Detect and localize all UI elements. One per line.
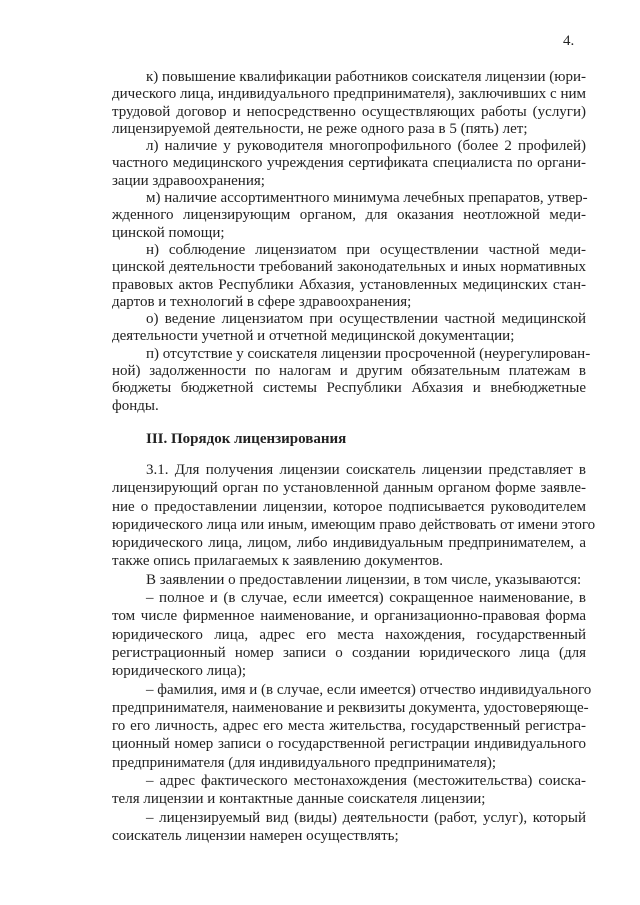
paragraph [112, 69, 586, 138]
paragraph [112, 345, 591, 415]
text-line: лицензируемой деятельности, не реже одного раза в 5 (пять) лет; [112, 120, 528, 137]
text-line: ной) задолженности по налогам и другим обязательным платежам в [112, 363, 586, 380]
text-line: частного медицинского учреждения сертификата специалиста по органи- [112, 155, 586, 172]
text-line: теля лицензии и контактные данные соискателя лицензии; [112, 791, 486, 808]
text-line: п) отсутствие у соискателя лицензии просроченной (неурегулирован- [146, 345, 591, 362]
page-number: 4. [563, 33, 575, 49]
text-line: правовых актов Республики Абхазия, установленных медицинских стан- [112, 276, 586, 293]
text-line: предпринимателя (для индивидуального предпринимателя); [112, 754, 497, 771]
text-line: юридического лица или иным, имеющим право действовать от имени этого [112, 516, 596, 533]
text-line: л) наличие у руководителя многопрофильного (более 2 профилей) [146, 138, 586, 155]
paragraph [112, 681, 592, 772]
text-line: дического лица, индивидуального предпринимателя), заключивших с ним [112, 86, 586, 103]
text-line: ционный номер записи о государственной регистрации индивидуального [112, 736, 586, 753]
text-line: том числе фирменное наименование, и организационно-правовая форма [112, 608, 586, 625]
text-line: – фамилия, имя и (в случае, если имеется) отчество индивидуального [146, 681, 592, 698]
text-line: юридического лица, лицом, либо индивидуальным предпринимателем, а [112, 535, 586, 552]
text-line: В заявлении о предоставлении лицензии, в том числе, указываются: [146, 571, 582, 588]
text-line: цинской помощи; [112, 224, 225, 241]
text-line: деятельности учетной и отчетной медицинской документации; [112, 328, 515, 345]
text-line: лицензирующий орган по установленной данным органом форме заявле- [112, 480, 586, 497]
text-line: – лицензируемый вид (виды) деятельности (работ, услуг), который [146, 809, 586, 826]
text-line: – адрес фактического местонахождения (местожительства) соиска- [146, 773, 586, 790]
paragraph [112, 461, 596, 571]
text-line: юридического лица); [112, 663, 247, 680]
text-line: юридического лица, адрес его места нахождения, государственный [112, 626, 586, 643]
text-line: го его личность, адрес его места жительства, государственный регистра- [112, 718, 586, 735]
text-line: к) повышение квалификации работников соискателя лицензии (юри- [146, 69, 586, 85]
body-text-top [112, 69, 591, 415]
text-line: зации здравоохранения; [112, 172, 265, 189]
paragraph [112, 772, 586, 809]
text-line: ние о предоставлении лицензии, которое подписывается руководителем [112, 498, 586, 515]
text-line: трудовой договор и непосредственно осуществляющих работы (услуги) [112, 103, 586, 120]
text-line: фонды. [112, 397, 159, 414]
text-line: цинской деятельности требований законодательных и иных нормативных [112, 259, 586, 276]
text-line: – полное и (в случае, если имеется) сокращенное наименование, в [146, 590, 586, 607]
paragraph [112, 809, 586, 846]
paragraph [112, 589, 586, 680]
paragraph [112, 311, 586, 346]
text-line: н) соблюдение лицензиатом при осуществлении частной меди- [146, 241, 586, 258]
text-line: также опись прилагаемых к заявлению документов. [112, 553, 443, 570]
paragraph [112, 571, 586, 589]
text-line: соискатель лицензии намерен осуществлять; [112, 827, 399, 844]
text-line: бюджеты бюджетной системы Республики Абхазия и внебюджетные [112, 380, 586, 397]
paragraph [112, 138, 586, 190]
text-line: жденного лицензирующим органом, для оказания неотложной меди- [112, 207, 586, 224]
body-text-bottom [112, 461, 596, 845]
text-line: предпринимателя, наименование и реквизиты документа, удостоверяюще- [112, 699, 589, 716]
text-line: дартов и технологий в сфере здравоохранения; [112, 293, 412, 310]
paragraph [112, 242, 586, 311]
text-line: о) ведение лицензиатом при осуществлении частной медицинской [146, 311, 586, 328]
text-line: 3.1. Для получения лицензии соискатель лицензии представляет в [146, 462, 586, 478]
paragraph [112, 190, 586, 242]
text-line: м) наличие ассортиментного минимума лечебных препаратов, утвер- [146, 190, 588, 207]
text-line: регистрационный номер записи о создании юридического лица (для [112, 644, 586, 661]
section-heading: III. Порядок лицензирования [146, 431, 347, 447]
